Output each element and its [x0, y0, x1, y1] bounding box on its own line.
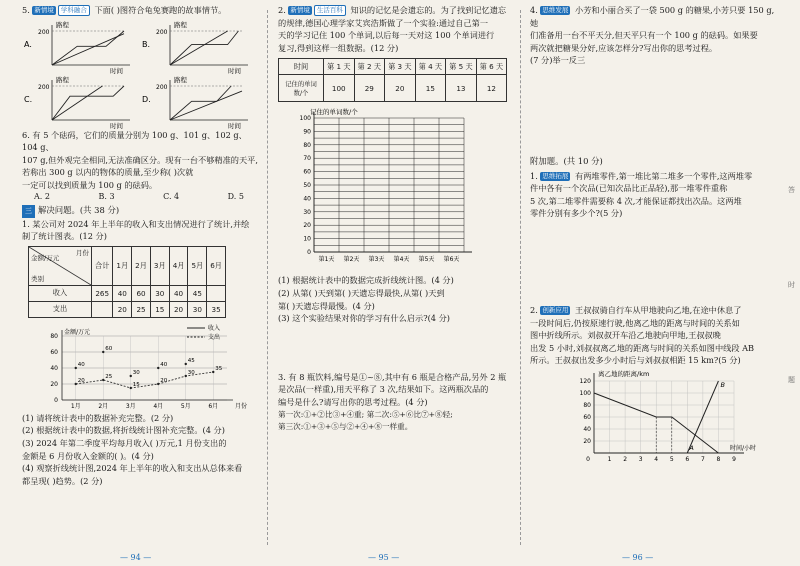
x-tick-label: 6月 [208, 402, 219, 410]
origin-label: 0 [586, 455, 590, 463]
point-a-label: A [689, 443, 694, 452]
tick-label: 200 [156, 83, 168, 91]
legend-income: 收入 [208, 324, 221, 332]
income-expense-line-chart [22, 322, 262, 412]
expense-point [157, 383, 159, 385]
middle-page: 2. 新情境 生活百科 知识的记忆是会遗忘的。为了找到记忆遗忘 的规律,德国心理学家艾宾浩斯做了一个实验:通过自己第一 天的学习记住 100 个单词,以后每一天对这 100 个单词进行 复习,得到这样一组数据。(12 分) 时间 第 1 天 第 2 天 第 3 天 第 4 天 第 5 天 第 6 天 记住的单词数/个 100 29 20 15 13 12 记住的单词数/个 0 10 20 30 40 50 60 70 80 90 100 第1天 第2天 第3天 第4天 第5天 第6天 (1) 根据统计表中的数据完成折线统计图。(4 分) (2) 从第( )天到第( )天遗忘得最快,从第( )天到 第( )天遗忘得最慢。(4 分) (3) 这个实验结果对你的学习有什么启示?(4 分) 3. 有 8 瓶饮料,编号是①~⑧,其中有 6 瓶是合格产品,另外 2 瓶 是次品(一样重),用天平称了 3 次,结果如下。这两瓶次品的 编号是什么?请写出你的思考过程。(4 分) 第一次:①+②比③+④重; 第二次:⑤+⑥比⑦+⑧轻; 第三次:①+③+⑤与②+④+⑧一样重。 — 95 — [268, 0, 518, 566]
tick-label: 200 [38, 28, 50, 36]
table-row: 记住的单词数/个 100 29 20 15 13 12 [279, 75, 507, 102]
tick-label: 200 [156, 28, 168, 36]
x-tick-label: 5月 [180, 402, 191, 410]
tag-subject-fusion: 学科融合 [58, 5, 90, 16]
distance-time-chart [570, 369, 770, 465]
q6: 6. 有 5 个砝码，它们的质量分别为 100 g、101 g、102 g、104 g、 107 g,但外观完全相同,无法准确区分。现有一台不够精准的天平, 若称出 300 g 以内的物体的质量,至少称( )次就 一定可以找到质量为 100 g 的砝码。 A. 2 B. 3 C. 4 D. 5 [22, 129, 258, 201]
income-expense-table: 金额/万元 月份 类别 合计 1月 2月 3月 4月 5月 6月 收入 265 40 60 30 40 45 支出 20 25 15 20 30 35 [28, 246, 226, 318]
axis-label: 时间 [110, 121, 123, 129]
right-page: 4. 思维发展 小芳和小丽合买了一袋 500 g 的糖果,小芳只要 150 g,她 们准备用一台不平天分,但天平只有一个 100 g 的砝码。如果要 两次就把糖果分好,应该怎样分?写出你的思考过程。 (7 分)举一反三 附加题。(共 10 分) 1. 思维拓展 有两堆零件,第一堆比第二堆多一个零件,这两堆零 件中各有一个次品(已知次品比正品轻),那一堆零件重称 5 次,第二堆零件需要称 4 次,才能保证都找出次品。这两堆 零件分别有多少个?(5 分) 2. 创新应用 王叔叔骑自行车从甲地驶向乙地,在途中休息了 一段时间后,仍按原速行驶,他离乙地的距离与时间的关系如 图中折线所示。刘叔叔开车沿乙地驶向甲地,王叔叔晚 出发 5 小时,刘叔叔离乙地的距离与时间的关系如图中线段 AB 所示。王叔叔出发多少小时后与刘叔叔相距 15 km?(5 分) 1 2 3 4 5 6 7 8 9 20 40 60 80 100 120 0 离乙地的距离/km 时间/小时 A B — 96 — [522, 0, 800, 566]
option-letter: A. [24, 39, 32, 49]
x-tick-label: 2 [623, 455, 628, 463]
x-tick-label: 第4天 [393, 256, 410, 264]
tag-innovation: 创新应用 [542, 305, 569, 314]
axis-label: 时间 [110, 66, 123, 75]
page-number-94: — 94 — [120, 553, 152, 562]
bonus-q1-stem: 1. 思维拓展 有两堆零件,第一堆比第二堆多一个零件,这两堆零 [530, 170, 753, 181]
x-tick-label: 第2天 [343, 256, 360, 264]
q4-stem: 4. 思维发展 小芳和小丽合买了一袋 500 g 的糖果,小芳只要 150 g,她 [530, 5, 775, 28]
tag-life-encyclopedia: 生活百科 [314, 5, 346, 16]
x-tick-label: 第1天 [318, 256, 335, 264]
y-tick-label: 80 [303, 142, 311, 150]
q3-stem: 3. 有 8 瓶饮料,编号是①~⑧,其中有 6 瓶是合格产品,另外 2 瓶 [278, 371, 507, 382]
table-row: 收入 265 40 60 30 40 45 [29, 285, 226, 301]
blank-cell[interactable] [207, 285, 226, 301]
q6-option-d[interactable]: D. 5 [227, 191, 244, 201]
y-tick-label: 20 [303, 222, 311, 230]
data-label: 40 [160, 361, 168, 368]
table-row: 支出 20 25 15 20 30 35 [29, 301, 226, 317]
x-tick-label: 8 [716, 455, 721, 463]
x-tick-label: 3月 [125, 402, 136, 410]
y-axis-title: 离乙地的距离/km [598, 369, 650, 378]
x-tick-label: 1月 [70, 402, 81, 410]
point-b-label: B [720, 380, 725, 389]
axis-label: 路程 [174, 20, 187, 29]
data-label: 15 [132, 381, 140, 388]
data-label: 20 [77, 377, 85, 384]
x-tick-label: 9 [732, 455, 736, 463]
tortoise-line [170, 86, 231, 120]
q1-stem: 1. 某公司对 2024 年上半年的收入和支出情况进行了统计,并绘 [22, 218, 250, 229]
tag-thinking: 思维发展 [542, 6, 569, 14]
hare-line [170, 31, 228, 65]
x-tick-label: 4月 [153, 402, 164, 410]
x-tick-label: 第5天 [418, 256, 435, 264]
memory-table: 时间 第 1 天 第 2 天 第 3 天 第 4 天 第 5 天 第 6 天 记住的单词数/个 100 29 20 15 13 12 [278, 58, 507, 102]
data-label: 30 [187, 369, 195, 376]
income-point [102, 351, 104, 353]
y-tick-label: 40 [303, 195, 311, 203]
y-tick-label: 20 [50, 380, 58, 388]
income-point [185, 363, 187, 365]
income-point [75, 367, 77, 369]
tag-new-context: 新情境 [34, 6, 54, 14]
y-tick-label: 80 [50, 332, 58, 340]
tortoise-line [170, 31, 238, 65]
hare-line [52, 86, 102, 120]
y-tick-label: 50 [303, 182, 311, 190]
y-tick-label: 120 [579, 377, 591, 385]
legend-expense: 支出 [208, 333, 221, 341]
margin-mark: 答 [788, 186, 795, 194]
q6-option-c[interactable]: C. 4 [163, 191, 180, 201]
option-letter: D. [142, 94, 151, 104]
income-point [157, 367, 159, 369]
y-tick-label: 60 [583, 413, 591, 421]
x-axis-title: 时间/小时 [730, 444, 757, 452]
x-tick-label: 5 [669, 455, 674, 463]
tick-label: 200 [38, 83, 50, 91]
y-tick-label: 80 [583, 401, 591, 409]
answer-space[interactable] [530, 67, 780, 155]
y-tick-label: 30 [303, 209, 311, 217]
x-tick-label: 1 [607, 455, 612, 463]
expense-point [212, 371, 214, 373]
q6-option-b[interactable]: B. 3 [98, 191, 115, 201]
income-point [130, 375, 132, 377]
y-axis-title: 记住的单词数/个 [310, 108, 358, 117]
page-number-95: — 95 — [368, 553, 400, 562]
bonus-q2-stem: 2. 创新应用 王叔叔骑自行车从甲地驶向乙地,在途中休息了 [530, 304, 742, 315]
option-letter: B. [142, 39, 151, 49]
answer-space[interactable] [278, 325, 512, 371]
y-tick-label: 40 [583, 425, 591, 433]
y-tick-label: 0 [307, 249, 311, 257]
tag-new-context: 新情境 [290, 6, 310, 14]
data-label: 35 [215, 365, 223, 372]
x-tick-label: 2月 [98, 402, 109, 410]
y-tick-label: 90 [303, 128, 311, 136]
x-tick-label: 3 [638, 455, 643, 463]
table-corner: 金额/万元 月份 类别 [29, 246, 92, 285]
expense-point [185, 375, 187, 377]
y-tick-label: 60 [303, 168, 311, 176]
y-tick-label: 0 [54, 396, 58, 404]
bonus-title: 附加题。(共 10 分) [530, 155, 603, 166]
tag-thinking-expand: 思维拓展 [542, 171, 569, 180]
y-tick-label: 40 [50, 364, 58, 372]
data-label: 60 [105, 345, 113, 352]
margin-mark: 时 [788, 281, 795, 289]
data-label: 20 [160, 377, 168, 384]
x-tick-label: 第6天 [443, 256, 460, 264]
q6-option-a[interactable]: A. 2 [34, 191, 50, 201]
expense-point [130, 387, 132, 389]
page-number-96: — 96 — [622, 553, 654, 562]
margin-mark: 题 [788, 376, 795, 384]
y-tick-label: 100 [299, 115, 311, 123]
y-tick-label: 70 [303, 155, 311, 163]
axis-label: 路程 [174, 75, 187, 84]
memory-grid-chart[interactable] [278, 106, 508, 274]
y-axis-title: 金额/万元 [64, 328, 91, 336]
q5-option-graphs [22, 19, 262, 129]
expense-point [75, 383, 77, 385]
hare-line [170, 91, 242, 120]
q5-stem: 5. 新情境 学科融合 下面( )图符合龟兔赛跑的故事情节。 [22, 5, 227, 15]
hare-line [52, 33, 124, 64]
x-tick-label: 6 [685, 455, 690, 463]
axis-label: 时间 [228, 121, 241, 129]
x-axis-title: 月份 [235, 402, 248, 410]
left-page: 5. 新情境 学科融合 下面( )图符合龟兔赛跑的故事情节。 A. 路程 时间 200 B. 路程 时间 200 C. 路程 时间 200 D. 路程 时间 200 6. 有 5 个砝码，它们的质量分别为 100 g、101 g、102 g、104 g、 107 g,但外观完全相同,无法准确区分。现有一台不够精准的天平, 若称出 300 g 以内的物体的质量,至少称( )次就 一定可以找到质量为 100 g 的砝码。 A. 2 B. 3 C. 4 D. 5 三 解决问题。(共 38 分) 1. 某公司对 2024 年上半年的收入和支出情况进行了统计,并绘 制了统计图表。(12 分) 金额/万元 月份 类别 合计 1月 2月 3月 4月 5月 6月 收入 265 40 60 30 40 45 支出 20 25 15 20 30 35 0 20 40 60 80 1月 2月 3月 4月 5月 6月 金额/万元 月份 收入 支出 40 60 30 40 45 20 25 15 20 30 35 (1) 请将统计表中的数据补充完整。(2 分) (2) 根据统计表中的数据,将折线统计图补充完整。(4 分) (3) 2024 年第二季度平均每月收入( )万元,1 月份支出的 金额是 6 月份收入金额的( )。(4 分) (4) 观察折线统计图,2024 年上半年的收入和支出从总体来看 都呈现( )趋势。(2 分) — 94 — [0, 0, 265, 566]
expense-point [102, 379, 104, 381]
page-divider [520, 10, 521, 545]
answer-space[interactable] [530, 220, 780, 304]
tortoise-line [52, 86, 124, 120]
axis-label: 时间 [228, 66, 241, 75]
option-letter: C. [24, 94, 33, 104]
data-label: 45 [187, 357, 195, 364]
x-tick-label: 第3天 [368, 256, 385, 264]
x-tick-label: 7 [700, 455, 705, 463]
data-label: 30 [132, 369, 140, 376]
y-tick-label: 10 [303, 235, 311, 243]
axis-label: 路程 [56, 20, 69, 29]
data-label: 25 [105, 373, 113, 380]
section-header: 三 解决问题。(共 38 分) [22, 204, 259, 218]
data-label: 40 [77, 361, 85, 368]
y-tick-label: 100 [579, 389, 591, 397]
y-tick-label: 20 [583, 437, 591, 445]
blank-cell[interactable] [92, 301, 113, 317]
y-tick-label: 60 [50, 348, 58, 356]
x-tick-label: 4 [654, 455, 659, 463]
axis-label: 路程 [56, 75, 69, 84]
q2-stem: 2. 新情境 生活百科 知识的记忆是会遗忘的。为了找到记忆遗忘 [278, 5, 507, 15]
